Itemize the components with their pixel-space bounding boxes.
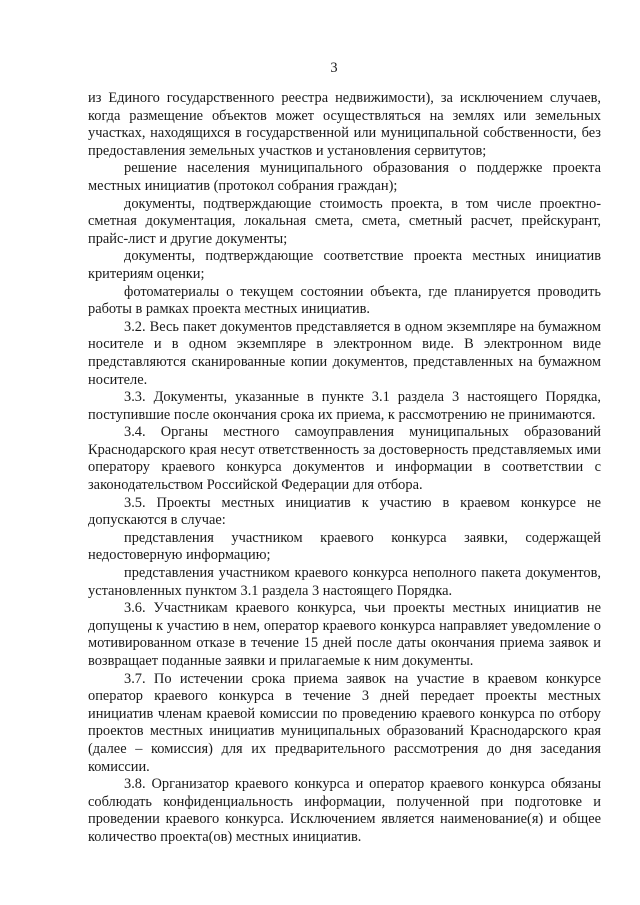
- paragraph: 3.4. Органы местного самоуправления муниципальных образований Краснодарского края несут ответственность за достоверность представляемых ими оператору краевого конкурса документов и информации в соответствии с законодательством Российской Федерации для отбора.: [88, 424, 601, 494]
- page-number: 3: [330, 60, 338, 76]
- paragraph: документы, подтверждающие соответствие проекта местных инициатив критериям оценки;: [88, 248, 601, 282]
- paragraph: представления участником краевого конкурса неполного пакета документов, установленных пунктом 3.1 раздела 3 настоящего Порядка.: [88, 565, 601, 599]
- paragraph: 3.2. Весь пакет документов представляется в одном экземпляре на бумажном носителе и в одном экземпляре в электронном виде. В электронном виде представляются сканированные копии документов, представленных на бумажном носителе.: [88, 318, 601, 388]
- paragraph: документы, подтверждающие стоимость проекта, в том числе проектно-сметная документация, локальная смета, смета, сметный расчет, прейскурант, прайс-лист и другие документы;: [88, 195, 601, 247]
- paragraph: решение населения муниципального образования о поддержке проекта местных инициатив (протокол собрания граждан);: [88, 160, 601, 194]
- paragraph: 3.3. Документы, указанные в пункте 3.1 раздела 3 настоящего Порядка, поступившие после окончания срока их приема, к рассмотрению не принимаются.: [88, 389, 601, 423]
- paragraph: 3.6. Участникам краевого конкурса, чьи проекты местных инициатив не допущены к участию в нем, оператор краевого конкурса направляет уведомление о мотивированном отказе в течение 15 дней после даты окончания приема заявок и возвращает поданные заявки и прилагаемые к ним документы.: [88, 600, 601, 669]
- paragraph: 3.8. Организатор краевого конкурса и оператор краевого конкурса обязаны соблюдать конфиденциальность информации, полученной при подготовке и проведении краевого конкурса. Исключением является наименование(я) и общее количество проекта(ов) местных инициатив.: [88, 776, 601, 845]
- paragraph: фотоматериалы о текущем состоянии объекта, где планируется проводить работы в рамках проекта местных инициатив.: [88, 283, 601, 318]
- paragraph: представления участником краевого конкурса заявки, содержащей недостоверную информацию;: [88, 529, 601, 564]
- paragraph: из Единого государственного реестра недвижимости), за исключением случаев, когда размещение объектов может осуществляться на землях или земельных участках, находящихся в государственной или муниципальной собственности, без предоставления земельных участков и установления сервитутов;: [88, 90, 601, 159]
- document-body: [88, 90, 601, 847]
- paragraph: 3.7. По истечении срока приема заявок на участие в краевом конкурсе оператор краевого конкурса в течение 3 дней передает проекты местных инициатив членам краевой комиссии по проведению краевого конкурса по отбору проектов местных инициатив муниципальных образований Краснодарского края (далее – комиссия) для их предварительного рассмотрения до дня заседания комиссии.: [88, 670, 601, 775]
- paragraph: 3.5. Проекты местных инициатив к участию в краевом конкурсе не допускаются в случае:: [88, 494, 601, 529]
